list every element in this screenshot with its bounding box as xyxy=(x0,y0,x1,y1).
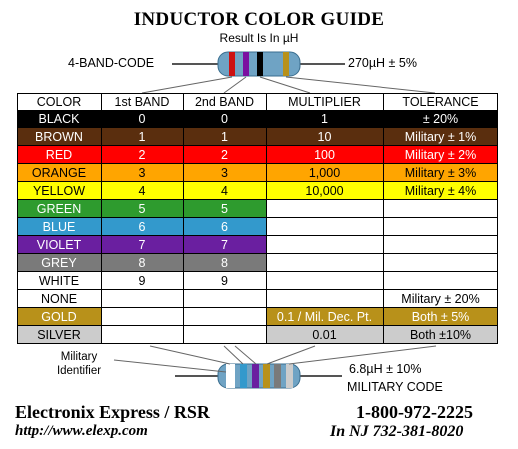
first-band-cell: 9 xyxy=(101,272,183,290)
bottom-band-2 xyxy=(240,364,247,388)
column-header: 2nd BAND xyxy=(183,93,266,110)
table-horizontal-rule xyxy=(17,307,498,308)
tolerance-cell: Both ± 5% xyxy=(383,308,498,326)
first-band-cell: 5 xyxy=(101,200,183,218)
multiplier-cell: 1 xyxy=(266,110,383,128)
multiplier-cell: 0.1 / Mil. Dec. Pt. xyxy=(266,308,383,326)
multiplier-cell: 100 xyxy=(266,146,383,164)
first-band-cell xyxy=(101,290,183,308)
table-horizontal-rule xyxy=(17,271,498,272)
bottom-band-5 xyxy=(274,364,281,388)
military-code-value: 6.8µH ± 10% xyxy=(349,362,422,376)
multiplier-cell: 10 xyxy=(266,128,383,146)
color-name-cell: RED xyxy=(17,146,101,164)
first-band-cell: 7 xyxy=(101,236,183,254)
company-name: Electronix Express / RSR xyxy=(15,402,210,422)
tolerance-cell: Military ± 20% xyxy=(383,290,498,308)
first-band-cell: 3 xyxy=(101,164,183,182)
nj-phone-number: In NJ 732-381-8020 xyxy=(330,423,464,440)
color-name-cell: SILVER xyxy=(17,326,101,344)
tolerance-cell xyxy=(383,218,498,236)
four-band-inductor xyxy=(172,52,345,76)
table-horizontal-rule xyxy=(17,110,498,111)
second-band-cell: 2 xyxy=(183,146,266,164)
top-band-3 xyxy=(257,52,263,76)
bottom-pointer-line xyxy=(150,346,230,364)
column-header: 1st BAND xyxy=(101,93,183,110)
top-band-4 xyxy=(283,52,289,76)
second-band-cell: 0 xyxy=(183,110,266,128)
table-horizontal-rule xyxy=(17,199,498,200)
tolerance-cell: Military ± 3% xyxy=(383,164,498,182)
second-band-cell: 9 xyxy=(183,272,266,290)
multiplier-cell xyxy=(266,272,383,290)
column-header: COLOR xyxy=(17,93,101,110)
top-band-1 xyxy=(229,52,235,76)
tolerance-cell xyxy=(383,272,498,290)
top-pointer-line xyxy=(260,77,310,93)
second-band-cell: 1 xyxy=(183,128,266,146)
bottom-pointer-line xyxy=(224,346,243,364)
tolerance-cell: Military ± 1% xyxy=(383,128,498,146)
second-band-cell: 5 xyxy=(183,200,266,218)
color-name-cell: GOLD xyxy=(17,308,101,326)
tolerance-cell xyxy=(383,254,498,272)
first-band-cell: 0 xyxy=(101,110,183,128)
table-horizontal-rule xyxy=(17,343,498,344)
second-band-cell: 7 xyxy=(183,236,266,254)
color-name-cell: GREY xyxy=(17,254,101,272)
color-name-cell: GREEN xyxy=(17,200,101,218)
tolerance-cell: Both ±10% xyxy=(383,326,498,344)
color-name-cell: ORANGE xyxy=(17,164,101,182)
table-horizontal-rule xyxy=(17,93,498,94)
color-code-table xyxy=(17,93,498,345)
table-horizontal-rule xyxy=(17,163,498,164)
color-name-cell: VIOLET xyxy=(17,236,101,254)
multiplier-cell: 10,000 xyxy=(266,182,383,200)
multiplier-cell: 1,000 xyxy=(266,164,383,182)
color-name-cell: BROWN xyxy=(17,128,101,146)
table-horizontal-rule xyxy=(17,181,498,182)
color-name-cell: BLACK xyxy=(17,110,101,128)
table-horizontal-rule xyxy=(17,217,498,218)
tolerance-cell xyxy=(383,236,498,254)
tolerance-cell: Military ± 2% xyxy=(383,146,498,164)
table-horizontal-rule xyxy=(17,235,498,236)
table-horizontal-rule xyxy=(17,127,498,128)
military-inductor xyxy=(175,364,342,388)
second-band-cell: 3 xyxy=(183,164,266,182)
top-band-2 xyxy=(243,52,249,76)
table-horizontal-rule xyxy=(17,253,498,254)
first-band-cell: 2 xyxy=(101,146,183,164)
military-code-label: MILITARY CODE xyxy=(347,380,443,394)
first-band-cell: 1 xyxy=(101,128,183,146)
top-pointer-line xyxy=(142,77,232,93)
table-horizontal-rule xyxy=(17,289,498,290)
top-pointer-lines xyxy=(142,77,435,93)
bottom-pointer-line xyxy=(235,346,256,364)
multiplier-cell xyxy=(266,218,383,236)
page-subtitle: Result Is In µH xyxy=(219,31,299,45)
first-band-cell: 8 xyxy=(101,254,183,272)
second-band-cell xyxy=(183,308,266,326)
tolerance-cell xyxy=(383,200,498,218)
table-horizontal-rule xyxy=(17,145,498,146)
color-name-cell: YELLOW xyxy=(17,182,101,200)
tolerance-cell: ± 20% xyxy=(383,110,498,128)
color-name-cell: NONE xyxy=(17,290,101,308)
multiplier-cell: 0.01 xyxy=(266,326,383,344)
phone-number: 1-800-972-2225 xyxy=(356,402,473,422)
second-band-cell xyxy=(183,326,266,344)
tolerance-cell: Military ± 4% xyxy=(383,182,498,200)
second-band-cell: 6 xyxy=(183,218,266,236)
column-header: TOLERANCE xyxy=(383,93,498,110)
multiplier-cell xyxy=(266,290,383,308)
multiplier-cell xyxy=(266,254,383,272)
column-header: MULTIPLIER xyxy=(266,93,383,110)
second-band-cell: 4 xyxy=(183,182,266,200)
top-pointer-line xyxy=(286,77,435,93)
website-link[interactable]: http://www.elexp.com xyxy=(15,423,148,439)
multiplier-cell xyxy=(266,200,383,218)
military-identifier-label: Military Identifier xyxy=(56,351,102,377)
multiplier-cell xyxy=(266,236,383,254)
color-name-cell: BLUE xyxy=(17,218,101,236)
bottom-band-4 xyxy=(263,364,270,388)
table-horizontal-rule xyxy=(17,325,498,326)
four-band-code-label: 4-BAND-CODE xyxy=(68,56,155,70)
bottom-band-6 xyxy=(286,364,293,388)
four-band-code-value: 270µH ± 5% xyxy=(348,56,417,70)
second-band-cell xyxy=(183,290,266,308)
bottom-pointer-line xyxy=(114,360,226,372)
top-pointer-line xyxy=(224,77,246,93)
color-name-cell: WHITE xyxy=(17,272,101,290)
first-band-cell xyxy=(101,308,183,326)
page-title: INDUCTOR COLOR GUIDE xyxy=(133,9,385,30)
first-band-cell: 6 xyxy=(101,218,183,236)
second-band-cell: 8 xyxy=(183,254,266,272)
bottom-band-3 xyxy=(252,364,259,388)
first-band-cell xyxy=(101,326,183,344)
bottom-band-1 xyxy=(226,364,235,388)
first-band-cell: 4 xyxy=(101,182,183,200)
